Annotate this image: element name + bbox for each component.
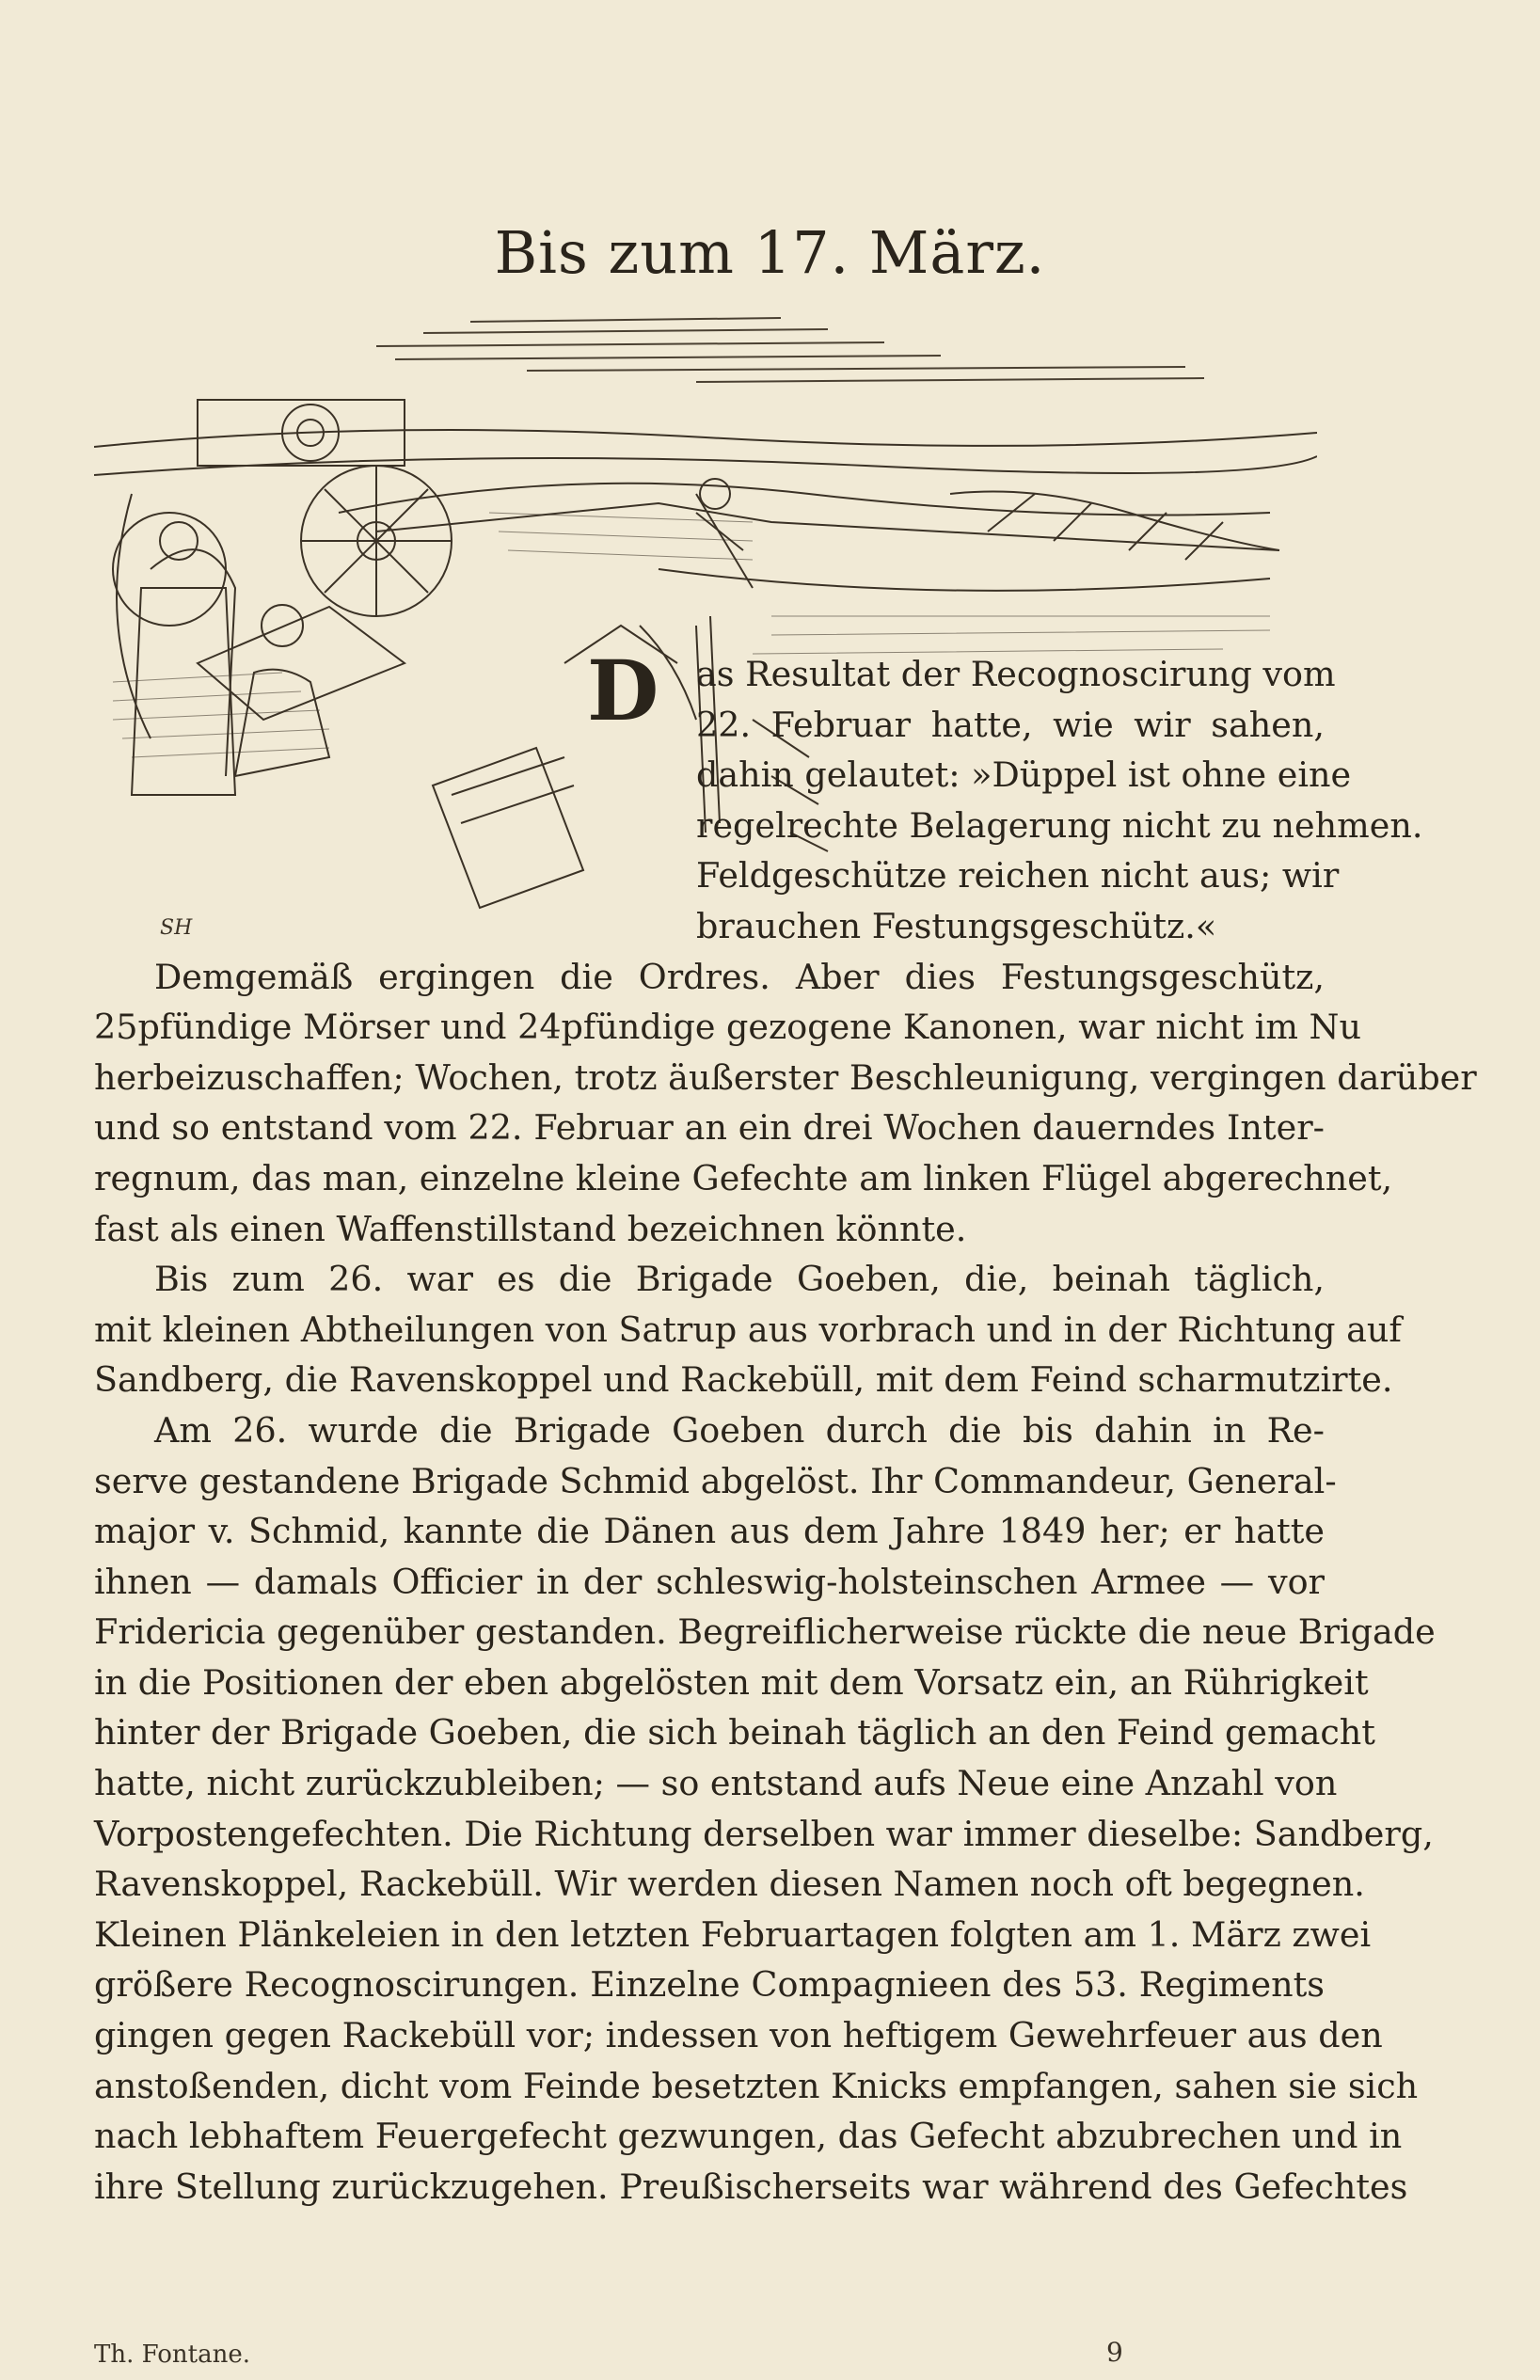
illustration-initials: SH xyxy=(160,916,193,940)
text-line: regelrechte Belagerung nicht zu nehmen. xyxy=(696,804,1423,846)
body-text xyxy=(94,642,1477,2212)
text-line: Kleinen Plänkeleien in den letzten Februartagen folgten am 1. März zwei xyxy=(94,1913,1372,1955)
text-line: herbeizuschaffen; Wochen, trotz äußerster Beschleunigung, vergingen darüber xyxy=(94,1056,1477,1098)
text-line: hatte, nicht zurückzubleiben; — so entstand aufs Neue eine Anzahl von xyxy=(94,1763,1338,1804)
drop-cap: D xyxy=(587,642,659,739)
text-line: as Resultat der Recognoscirung vom xyxy=(696,654,1336,694)
text-line: major v. Schmid, kannte die Dänen aus dem Jahre 1849 her; er hatte xyxy=(94,1511,1325,1552)
text-line: Ravenskoppel, Rackebüll. Wir werden diesen Namen noch oft begegnen. xyxy=(94,1864,1365,1905)
text-line: in die Positionen der eben abgelösten mit dem Vorsatz ein, an Rührigkeit xyxy=(94,1661,1369,1703)
chapter-title: Bis zum 17. März. xyxy=(494,218,1046,287)
text-line: anstoßenden, dicht vom Feinde besetzten Knicks empfangen, sahen sie sich xyxy=(94,2065,1419,2106)
text-line: fast als einen Waffenstillstand bezeichnen könnte. xyxy=(94,1208,967,1249)
text-line: Bis zum 26. war es die Brigade Goeben, die, beinah täglich, xyxy=(154,1259,1325,1300)
text-line: brauchen Festungsgeschütz.« xyxy=(696,905,1217,946)
text-line: Feldgeschütze reichen nicht aus; wir xyxy=(696,855,1340,896)
text-line: größere Recognoscirungen. Einzelne Compagnieen des 53. Regiments xyxy=(94,1964,1325,2006)
printer-signature: Th. Fontane. xyxy=(94,2340,250,2369)
text-line: serve gestandene Brigade Schmid abgelöst. Ihr Commandeur, General- xyxy=(94,1460,1337,1501)
text-line: mit kleinen Abtheilungen von Satrup aus vorbrach und in der Richtung auf xyxy=(94,1309,1402,1350)
text-line: dahin gelautet: »Düppel ist ohne eine xyxy=(696,754,1352,796)
text-line: ihnen — damals Officier in der schleswig-holsteinschen Armee — vor xyxy=(94,1561,1325,1602)
text-line: Sandberg, die Ravenskoppel und Rackebüll, mit dem Feind scharmutzirte. xyxy=(94,1359,1393,1401)
text-line: regnum, das man, einzelne kleine Gefechte am linken Flügel abgerechnet, xyxy=(94,1157,1393,1198)
text-line: Vorpostengefechten. Die Richtung derselben war immer dieselbe: Sandberg, xyxy=(94,1813,1434,1854)
text-line: Am 26. wurde die Brigade Goeben durch die bis dahin in Re- xyxy=(154,1409,1325,1451)
text-line: ihre Stellung zurückzugehen. Preußischerseits war während des Gefechtes xyxy=(94,2166,1408,2207)
page-number: 9 xyxy=(1106,2337,1123,2368)
text-line: Demgemäß ergingen die Ordres. Aber dies Festungsgeschütz, xyxy=(154,956,1325,997)
text-line: und so entstand vom 22. Februar an ein drei Wochen dauerndes Inter- xyxy=(94,1107,1325,1149)
text-line: hinter der Brigade Goeben, die sich beinah täglich an den Feind gemacht xyxy=(94,1712,1375,1753)
text-line: 25pfündige Mörser und 24pfündige gezogene Kanonen, war nicht im Nu xyxy=(94,1007,1362,1048)
text-line: Fridericia gegenüber gestanden. Begreiflicherweise rückte die neue Brigade xyxy=(94,1611,1436,1653)
text-line: nach lebhaftem Feuergefecht gezwungen, das Gefecht abzubrechen und in xyxy=(94,2116,1403,2157)
text-line: gingen gegen Rackebüll vor; indessen von heftigem Gewehrfeuer aus den xyxy=(94,2015,1383,2056)
text-line: 22. Februar hatte, wie wir sahen, xyxy=(696,704,1325,745)
